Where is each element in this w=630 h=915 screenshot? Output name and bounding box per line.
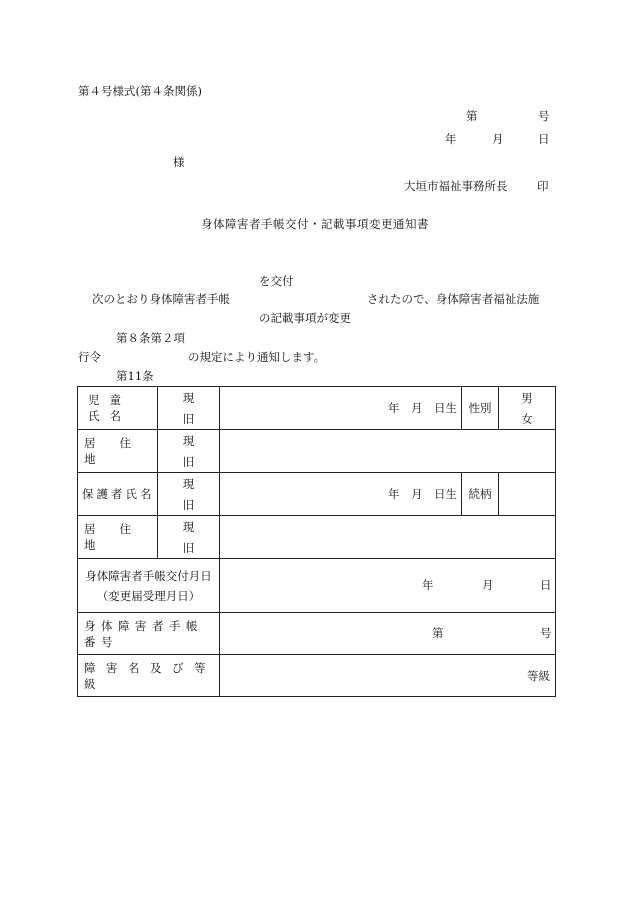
child-residence-label: [78, 430, 158, 473]
child-residence-status: 現 旧: [158, 430, 220, 473]
body-line2-lead: 行令: [78, 350, 101, 364]
current-mark: 現: [182, 390, 195, 405]
body-line1-lead: 次のとおり身体障害者手帳: [92, 292, 230, 306]
guardian-residence-value: [220, 516, 556, 559]
date-day: 日: [538, 132, 550, 146]
article-11: 第11条: [116, 369, 154, 383]
child-name-label: [78, 387, 158, 430]
guardian-name-text: 保護者氏名: [82, 487, 155, 501]
issue-day: 日: [540, 577, 552, 592]
child-name-text: 児童氏名: [88, 393, 131, 423]
body-line2-tail: の規定により通知します。: [188, 350, 326, 364]
addressee-suffix: 様: [173, 155, 185, 169]
option-issue: を交付: [259, 274, 294, 288]
notice-table: [77, 386, 556, 697]
option-change: の記載事項が変更: [259, 311, 351, 325]
disability-value: [220, 655, 556, 697]
residence-text: 居住地: [84, 436, 155, 466]
child-name-status: [158, 387, 220, 430]
doc-number-suffix: 号: [538, 109, 550, 123]
sex-male: 男: [521, 390, 533, 405]
guardian-name-label: [78, 473, 158, 516]
disability-label: 障害名及び等級: [78, 655, 220, 697]
article-8: 第８条第２項: [116, 331, 185, 345]
issue-month: 月: [482, 577, 494, 592]
booklet-no-prefix: 第: [432, 625, 444, 640]
relationship-label: 続柄: [462, 473, 499, 516]
sex-label: 性別: [462, 387, 499, 430]
issue-date-label: [78, 559, 220, 613]
birth-date: 年 月 日生: [388, 401, 457, 415]
date-year: 年: [445, 132, 457, 146]
guardian-birth-cell: 年 月 日生: [220, 473, 462, 516]
issue-date-label-main: 身体障害者手帳交付月日: [85, 568, 212, 583]
document-title: 身体障害者手帳交付・記載事項変更通知書: [201, 217, 429, 231]
date-month: 月: [492, 132, 504, 146]
child-birth-cell: [220, 387, 462, 430]
booklet-number-label: 身体障害者手帳番号: [78, 613, 220, 655]
booklet-number-value: [220, 613, 556, 655]
issue-year: 年: [422, 577, 434, 592]
issue-date-value: [220, 559, 556, 613]
body-line1-tail: されたので、身体障害者福祉法施: [367, 292, 540, 306]
issue-date-label-sub: （変更届受理月日）: [96, 588, 201, 603]
grade-label: 等級: [527, 668, 550, 683]
booklet-no-suffix: 号: [540, 625, 552, 640]
seal-mark: 印: [537, 179, 549, 193]
sex-options: [499, 387, 556, 430]
former-mark: 旧: [182, 411, 195, 426]
issuer-name: 大垣市福祉事務所長: [404, 179, 508, 193]
form-number: 第４号様式(第４条関係): [78, 84, 202, 98]
child-residence-value: [220, 430, 556, 473]
sex-female: 女: [521, 411, 533, 426]
guardian-residence-status: 現 旧: [158, 516, 220, 559]
doc-number-prefix: 第: [466, 109, 478, 123]
guardian-name-status: 現 旧: [158, 473, 220, 516]
relationship-value: [499, 473, 556, 516]
guardian-residence-label: 居住地: [78, 516, 158, 559]
